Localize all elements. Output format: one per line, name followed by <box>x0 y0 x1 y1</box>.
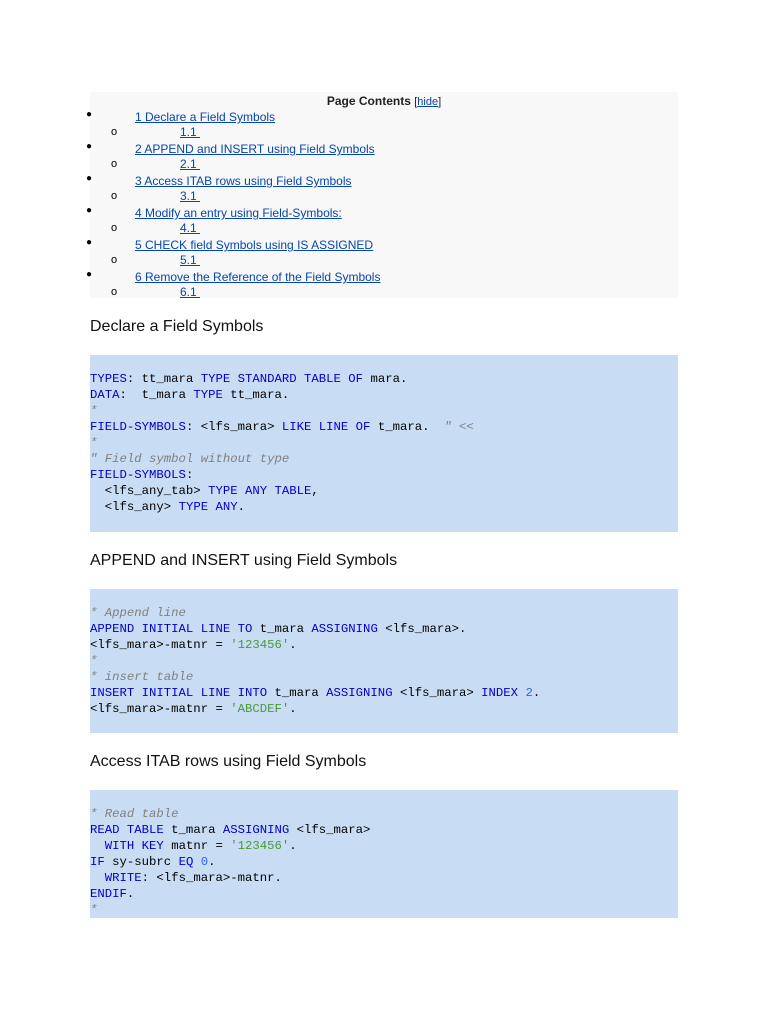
code-keyword: IF <box>90 855 105 869</box>
section-heading-declare: Declare a Field Symbols <box>90 318 264 335</box>
toc-sublink-3[interactable]: 3.1 <box>180 189 201 203</box>
code-text: <lfs_mara>. <box>377 622 467 636</box>
code-text: . <box>532 686 541 700</box>
code-keyword: WRITE <box>104 871 142 885</box>
code-line <box>90 822 370 838</box>
toc-bullet: ● <box>86 237 93 248</box>
code-text: <lfs_mara> <box>392 686 482 700</box>
code-line <box>90 435 97 451</box>
code-comment: * <box>90 654 98 668</box>
code-line <box>90 419 474 435</box>
code-line <box>90 371 407 387</box>
code-number: 2 <box>525 686 533 700</box>
toc-sub-bullet: o <box>111 190 118 202</box>
code-text: matnr = <box>163 839 231 853</box>
toc-title: Page Contents <box>326 94 411 108</box>
code-line <box>90 685 540 701</box>
code-keyword: TYPES <box>90 372 127 386</box>
code-keyword: TYPE STANDARD TABLE OF <box>200 372 364 386</box>
code-string: '123456' <box>230 638 290 652</box>
code-text: : <lfs_mara> <box>185 420 282 434</box>
toc-hide-link[interactable]: hide <box>417 96 439 108</box>
code-text: : <lfs_mara>-matnr. <box>141 871 282 885</box>
code-text: tt_mara. <box>222 388 290 402</box>
code-line <box>90 806 179 822</box>
code-text <box>90 871 105 885</box>
toc-bullet: ● <box>86 141 93 152</box>
code-keyword: TYPE <box>193 388 223 402</box>
code-comment: * insert table <box>90 670 194 684</box>
code-line <box>90 902 97 918</box>
code-line <box>90 605 186 621</box>
toc-sublink-1[interactable]: 1.1 <box>180 125 201 139</box>
code-text: t_mara <box>267 686 327 700</box>
toc-sub-bullet: o <box>111 286 118 298</box>
code-text: : tt_mara <box>126 372 201 386</box>
code-keyword: FIELD-SYMBOLS <box>90 420 186 434</box>
code-line <box>90 637 297 653</box>
code-block-declare <box>90 355 678 532</box>
code-line <box>90 838 297 854</box>
code-keyword: APPEND INITIAL LINE TO <box>90 622 253 636</box>
code-keyword: WITH KEY <box>104 839 164 853</box>
code-keyword: ENDIF <box>90 887 127 901</box>
toc-header <box>90 94 678 108</box>
code-keyword: DATA <box>90 388 120 402</box>
code-text: . <box>289 702 297 716</box>
code-keyword: ASSIGNING <box>222 823 290 837</box>
toc-hide-close-bracket: ] <box>438 96 442 108</box>
code-line <box>90 621 466 637</box>
code-line <box>90 854 216 870</box>
toc-sub-bullet: o <box>111 222 118 234</box>
code-keyword: FIELD-SYMBOLS <box>90 468 186 482</box>
code-line <box>90 403 97 419</box>
code-text: . <box>289 638 297 652</box>
code-text: : t_mara <box>119 388 194 402</box>
code-keyword: LIKE LINE OF <box>281 420 371 434</box>
code-comment: * Read table <box>90 807 179 821</box>
code-line <box>90 467 193 483</box>
code-comment: * Append line <box>90 606 186 620</box>
code-keyword: INDEX <box>481 686 519 700</box>
code-line <box>90 870 282 886</box>
toc-link-3[interactable]: 3 Access ITAB rows using Field Symbols <box>135 174 352 188</box>
code-text: . <box>289 839 297 853</box>
toc-link-1[interactable]: 1 Declare a Field Symbols <box>135 110 276 124</box>
code-text: t_mara. <box>370 420 445 434</box>
code-keyword: READ TABLE <box>90 823 164 837</box>
toc-sub-bullet: o <box>111 126 118 138</box>
code-keyword: EQ <box>178 855 194 869</box>
code-line <box>90 669 193 685</box>
code-text: : <box>185 468 194 482</box>
toc-bullet: ● <box>86 205 93 216</box>
code-keyword: INSERT INITIAL LINE INTO <box>90 686 268 700</box>
section-heading-append-insert: APPEND and INSERT using Field Symbols <box>90 552 398 569</box>
code-text: <lfs_mara>-matnr = <box>90 702 231 716</box>
toc-hide-control <box>414 96 441 108</box>
toc-bullet: ● <box>86 269 93 280</box>
code-text: t_mara <box>252 622 312 636</box>
toc-link-2[interactable]: 2 APPEND and INSERT using Field Symbols <box>135 142 375 156</box>
code-string: '123456' <box>230 839 290 853</box>
code-line <box>90 451 289 467</box>
code-number: 0 <box>200 855 209 869</box>
code-text: . <box>208 855 216 869</box>
toc-sublink-4[interactable]: 4.1 <box>180 221 201 235</box>
code-comment: * <box>90 903 98 917</box>
code-text <box>90 839 105 853</box>
code-comment: " Field symbol without type <box>90 452 290 466</box>
toc-link-6[interactable]: 6 Remove the Reference of the Field Symbols <box>135 270 381 284</box>
code-comment: * <box>90 404 98 418</box>
code-text: <lfs_mara> <box>289 823 371 837</box>
code-text: mara. <box>363 372 408 386</box>
code-text: sy-subrc <box>104 855 179 869</box>
toc-hide-open-bracket: [ <box>414 96 418 108</box>
toc-sub-bullet: o <box>111 158 118 170</box>
code-keyword: ASSIGNING <box>311 622 378 636</box>
code-line <box>90 387 289 403</box>
code-comment: * <box>90 436 98 450</box>
section-heading-access-itab: Access ITAB rows using Field Symbols <box>90 753 367 770</box>
toc-bullet: ● <box>86 173 93 184</box>
toc-link-5[interactable]: 5 CHECK field Symbols using IS ASSIGNED <box>135 238 374 252</box>
code-text: . <box>126 887 135 901</box>
code-text: , <box>311 484 319 498</box>
code-line <box>90 886 134 902</box>
code-block-access-itab <box>90 790 678 918</box>
code-text: . <box>237 500 245 514</box>
toc-sublink-6[interactable]: 6.1 <box>180 285 201 299</box>
code-keyword: TYPE ANY <box>178 500 238 514</box>
toc-sublink-5[interactable]: 5.1 <box>180 253 201 267</box>
code-text: <lfs_any> <box>90 500 179 514</box>
code-text: <lfs_any_tab> <box>90 484 209 498</box>
code-line <box>90 701 297 717</box>
code-comment: " << <box>444 420 474 434</box>
toc-sub-bullet: o <box>111 254 118 266</box>
code-text: t_mara <box>163 823 223 837</box>
toc-link-4[interactable]: 4 Modify an entry using Field-Symbols: <box>135 206 342 220</box>
code-line <box>90 499 245 515</box>
code-line <box>90 483 319 499</box>
code-block-append-insert <box>90 589 678 733</box>
code-keyword: TYPE ANY TABLE <box>208 484 312 498</box>
code-keyword: ASSIGNING <box>326 686 393 700</box>
toc-bullet: ● <box>86 109 93 120</box>
code-text <box>193 855 200 869</box>
code-text: <lfs_mara>-matnr = <box>90 638 231 652</box>
code-line <box>90 653 97 669</box>
code-string: 'ABCDEF' <box>230 702 290 716</box>
toc-sublink-2[interactable]: 2.1 <box>180 157 201 171</box>
